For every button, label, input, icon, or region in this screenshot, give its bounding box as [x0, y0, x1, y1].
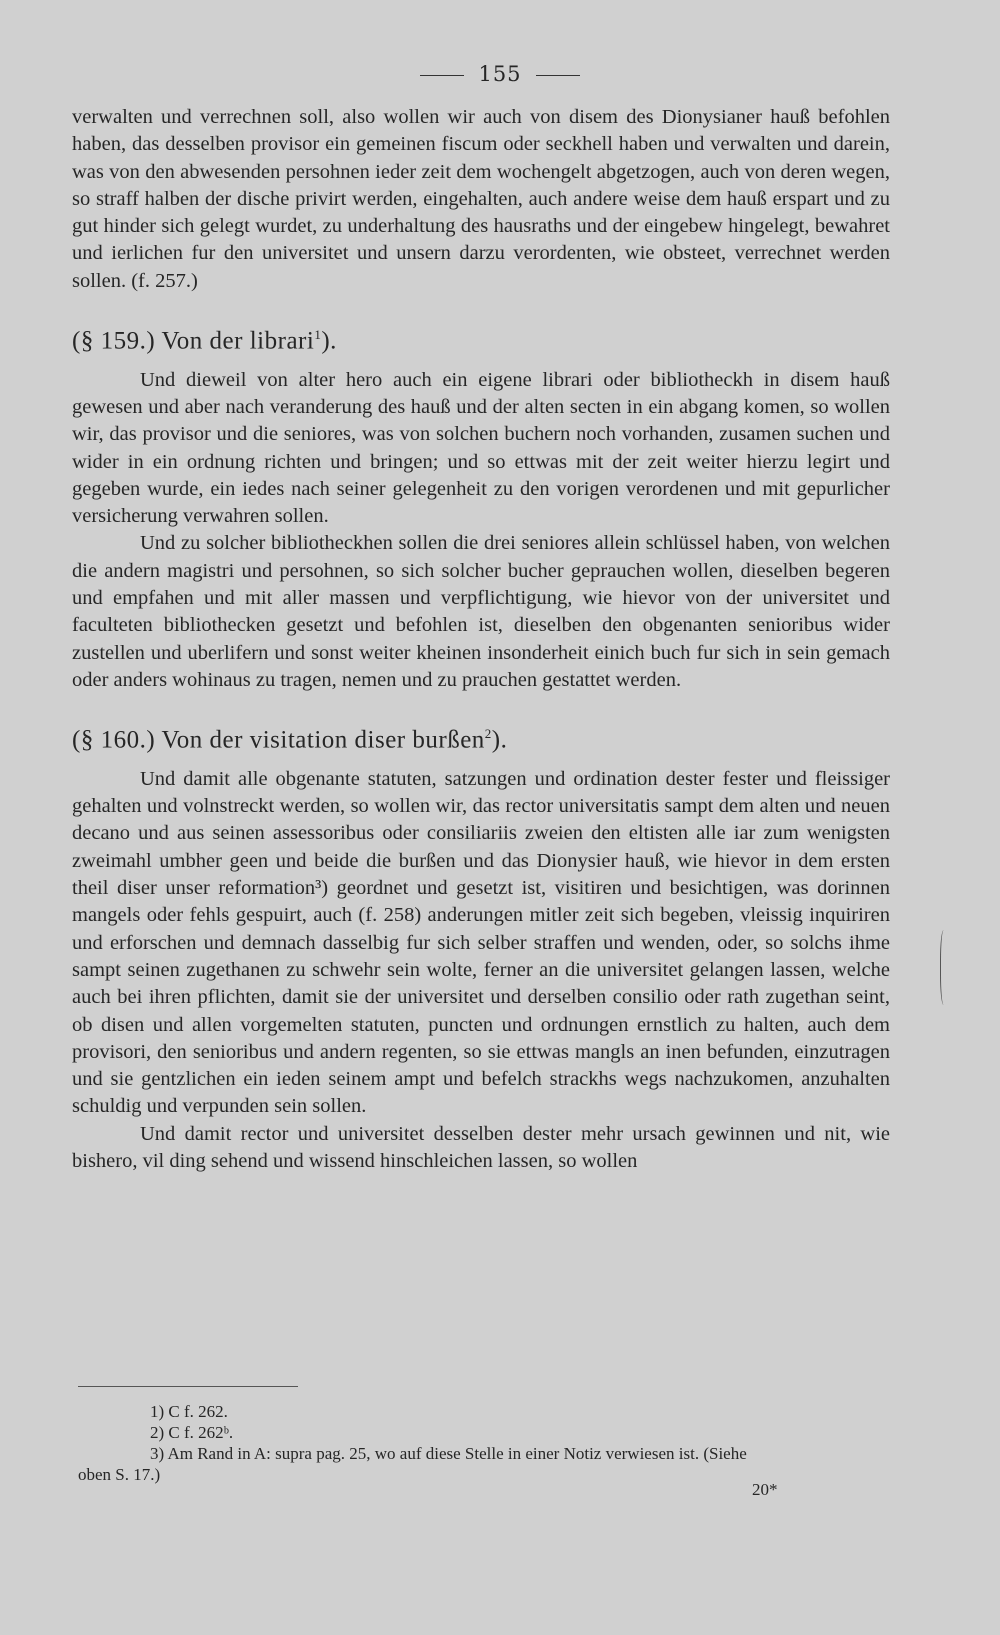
rule-right: [536, 75, 580, 76]
section-number: (§ 159.): [72, 327, 156, 355]
heading-close: ).: [321, 327, 337, 355]
footnote-3: 3) Am Rand in A: supra pag. 25, wo auf diese Stelle in einer Notiz verwiesen ist. (Siehe: [150, 1444, 747, 1463]
paragraph-2: Und dieweil von alter hero auch ein eigene librari oder bibliotheckh in disem hauß gewesen und aber nach veranderung des hauß und der alten secten in ein abgang komen, so wollen wir, das provisor und die seniores, was von solchen buchern noch vorhanden, zusamen suchen und wider in ein ordnung richten und bringen; und so ettwas mit der zeit weiter hierzu legirt und gegeben wurde, ein iedes nach seiner gelegenheit zu den vorigen verordenen und mit gepurlicher versicherung verwahren sollen.: [72, 368, 890, 528]
sheet-signature: 20*: [752, 1480, 778, 1499]
footnotes: [78, 1401, 898, 1485]
page-number: 155: [478, 62, 522, 86]
running-head: [0, 62, 1000, 86]
heading-close: ).: [491, 726, 508, 754]
footnote-ref: 1: [314, 327, 322, 343]
section-heading-159: [72, 321, 890, 355]
rule-left: [420, 75, 464, 76]
paragraph-5: Und damit rector und universitet desselben dester mehr ursach gewinnen und nit, wie bishero, vil ding sehend und wissend hinschleichen lassen, so wollen: [72, 1122, 890, 1173]
section-heading-160: [72, 720, 890, 754]
main-text: [72, 104, 890, 1175]
section-number: (§ 160.): [72, 726, 156, 754]
footnote-1: 1) C f. 262.: [150, 1402, 228, 1421]
footnote-2: 2) C f. 262ᵇ.: [150, 1423, 234, 1442]
section-title: Von der visitation diser burßen: [161, 726, 485, 754]
footnote-ref: 2: [484, 726, 492, 742]
paragraph-4: Und damit alle obgenante statuten, satzungen und ordination dester fester und fleissiger gehalten und volnstreckt werden, so wollen wir, das rector universitatis sampt dem alten und neuen decano und aus seinen assessoribus oder consiliariis zweien den eltisten alle iar zum wenigsten zweimahl umbher geen und beide die burßen und das Dionysier hauß, wie hievor in dem ersten theil diser unser reformation³) geordnet und gesetzt ist, visitiren und besichtigen, was dorinnen mangels oder fehls gespuirt, auch (f. 258) anderungen mitler zeit sich begeben, vleissig inquiriren und erforschen und demnach dasselbig fur sich selber straffen und wenden, oder, so solchs ihme sampt seinen zugethanen zu schwehr sein wolte, ferner an die universitet gelangen lassen, welche auch bei ihren pflichten, damit sie der universitet und derselben consilio oder rath zugethan seint, ob disen und allen vorgemelten statuten, puncten und ordnungen ernstlich zu halten, auch dem provisori, den senioribus und andern regenten, so sie ettwas mangls an inen befunden, einzutragen und sie gentzlichen ein ieden seinem ampt und befelch strackhs wegs nachzukomen, anzuhalten schuldig und verpunden sein sollen.: [72, 767, 890, 1118]
footnote-divider: [78, 1386, 298, 1387]
margin-pencil-mark: [940, 930, 949, 1005]
footnote-3-continuation: oben S. 17.): [78, 1465, 161, 1484]
section-title: Von der librari: [161, 327, 315, 355]
paragraph-1: verwalten und verrechnen soll, also wollen wir auch von disem des Dionysianer hauß befohlen haben, das desselben provisor ein gemeinen fiscum oder seckhell haben und verwalten und darein, was von den abwesenden persohnen ieder zeit dem wochengelt abgetzogen, auch von deren wegen, so straff halben der dische privirt werden, eingehalten, auch andere weise dem hauß erspart und zu gut hinder sich gelegt wurdet, zu underhaltung des hausraths und der eingebew hingelegt, bewahret und ierlichen fur den universitet und unsern darzu verordenten, wie obsteet, verrechnet werden sollen. (f. 257.): [72, 106, 890, 292]
paragraph-3: Und zu solcher bibliotheckhen sollen die drei seniores allein schlüssel haben, von welchen die andern magistri und persohnen, so sich solcher bucher geprauchen wollen, dieselben begeren und empfahen und mit aller massen und verpflichtigung, wie hievor von der universitet und faculteten bibliothecken gesetzt und befohlen ist, dieselben den obgenanten senioribus wider zustellen und uberlifern und sonst weiter kheinen insonderheit einich buch fur sich in sein gemach oder anders wohinaus zu tragen, nemen und zu prauchen gestattet werden.: [72, 532, 890, 691]
